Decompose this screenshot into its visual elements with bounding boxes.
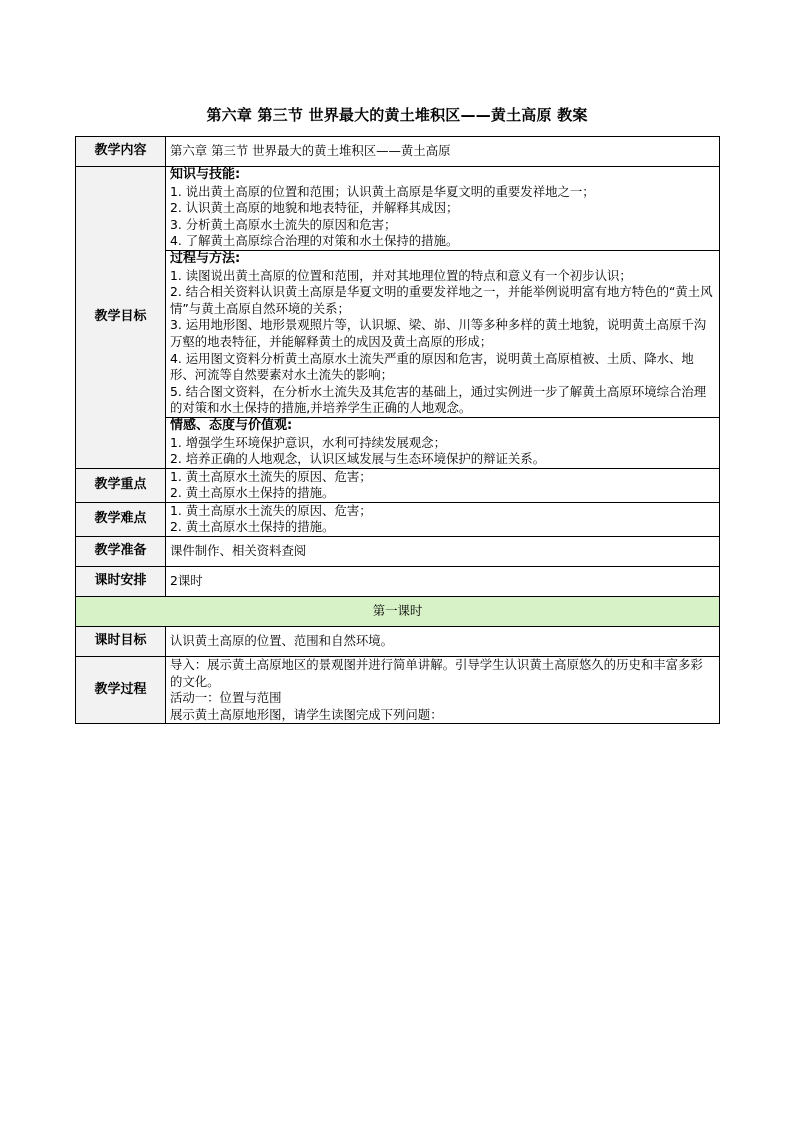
row-content xyxy=(76,137,720,167)
attitude-heading: 情感、态度与价值观: xyxy=(170,417,293,433)
goals-process-cell xyxy=(166,250,720,417)
value-lesson-goal: 认识黄土高原的位置、范围和自然环境。 xyxy=(166,627,720,657)
attitude-item: 2. 培养正确的人地观念，认识区域发展与生态环境保护的辩证关系。 xyxy=(170,451,546,467)
key-point-item: 2. 黄土高原水土保持的措施。 xyxy=(170,485,335,501)
row-preparation xyxy=(76,537,720,567)
difficulty-item: 2. 黄土高原水土保持的措施。 xyxy=(170,519,335,535)
knowledge-item: 3. 分析黄土高原水土流失的原因和危害； xyxy=(170,216,397,232)
process-paragraph: 活动一：位置与范围 xyxy=(170,690,282,706)
label-preparation: 教学准备 xyxy=(76,537,166,567)
process-item: 3. 运用地形图、地形景观照片等，认识塬、梁、峁、川等多种多样的黄土地貌，说明黄土高原千沟万壑的地表特征，并能解释黄土的成因及黄土高原的形成； xyxy=(170,317,707,349)
value-content: 第六章 第三节 世界最大的黄土堆积区——黄土高原 xyxy=(166,137,720,167)
row-lesson-goal xyxy=(76,627,720,657)
goals-knowledge-cell xyxy=(166,167,720,251)
goals-attitude-cell xyxy=(166,417,720,468)
key-points-cell xyxy=(166,468,720,502)
row-first-lesson xyxy=(76,597,720,627)
process-item: 4. 运用图文资料分析黄土高原水土流失严重的原因和危害，说明黄土高原植被、土质、降水、地形、河流等自然要素对水土流失的影响； xyxy=(170,350,694,383)
process-paragraph: 导入：展示黄土高原地区的景观图并进行简单讲解。引导学生认识黄土高原悠久的历史和丰富多彩的文化。 xyxy=(170,657,703,689)
process-heading: 过程与方法: xyxy=(170,250,241,266)
process-paragraph: 展示黄土高原地形图，请学生读图完成下列问题： xyxy=(170,706,443,722)
value-preparation: 课件制作、相关资料查阅 xyxy=(166,537,720,567)
process-item: 1. 读图说出黄土高原的位置和范围，并对其地理位置的特点和意义有一个初步认识； xyxy=(170,267,632,283)
label-difficulties: 教学难点 xyxy=(76,502,166,536)
teaching-process-cell xyxy=(166,657,720,724)
difficulty-item: 1. 黄土高原水土流失的原因、危害； xyxy=(170,502,372,518)
first-lesson-banner: 第一课时 xyxy=(76,597,720,627)
row-teaching-process xyxy=(76,657,720,724)
row-key-points xyxy=(76,468,720,502)
label-key-points: 教学重点 xyxy=(76,468,166,502)
label-teaching-process: 教学过程 xyxy=(76,657,166,724)
document-title: 第六章 第三节 世界最大的黄土堆积区——黄土高原 教案 xyxy=(206,106,588,124)
value-schedule: 2课时 xyxy=(166,567,720,597)
knowledge-item: 2. 认识黄土高原的地貌和地表特征，并解释其成因； xyxy=(170,200,459,216)
knowledge-item: 1. 说出黄土高原的位置和范围；认识黄土高原是华夏文明的重要发祥地之一； xyxy=(170,183,595,199)
label-schedule: 课时安排 xyxy=(76,567,166,597)
label-content: 教学内容 xyxy=(76,137,166,167)
row-difficulties xyxy=(76,502,720,536)
knowledge-item: 4. 了解黄土高原综合治理的对策和水土保持的措施。 xyxy=(170,233,459,249)
row-goals-process xyxy=(76,250,720,417)
lesson-plan-table xyxy=(75,136,720,724)
label-goals: 教学目标 xyxy=(76,167,166,469)
row-schedule xyxy=(76,567,720,597)
process-item: 5. 结合图文资料，在分析水土流失及其危害的基础上，通过实例进一步了解黄土高原环境综合治理的对策和水土保持的措施,并培养学生正确的人地观念。 xyxy=(170,383,707,416)
attitude-item: 1. 增强学生环境保护意识，水利可持续发展观念； xyxy=(170,434,446,450)
label-lesson-goal: 课时目标 xyxy=(76,627,166,657)
row-goals-attitude xyxy=(76,417,720,468)
row-goals-knowledge xyxy=(76,167,720,251)
difficulties-cell xyxy=(166,502,720,536)
knowledge-heading: 知识与技能: xyxy=(170,167,241,182)
process-item: 2. 结合相关资料认识黄土高原是华夏文明的重要发祥地之一，并能举例说明富有地方特色的“黄土风情”与黄土高原自然环境的关系； xyxy=(170,284,713,316)
key-point-item: 1. 黄土高原水土流失的原因、危害； xyxy=(170,468,372,484)
